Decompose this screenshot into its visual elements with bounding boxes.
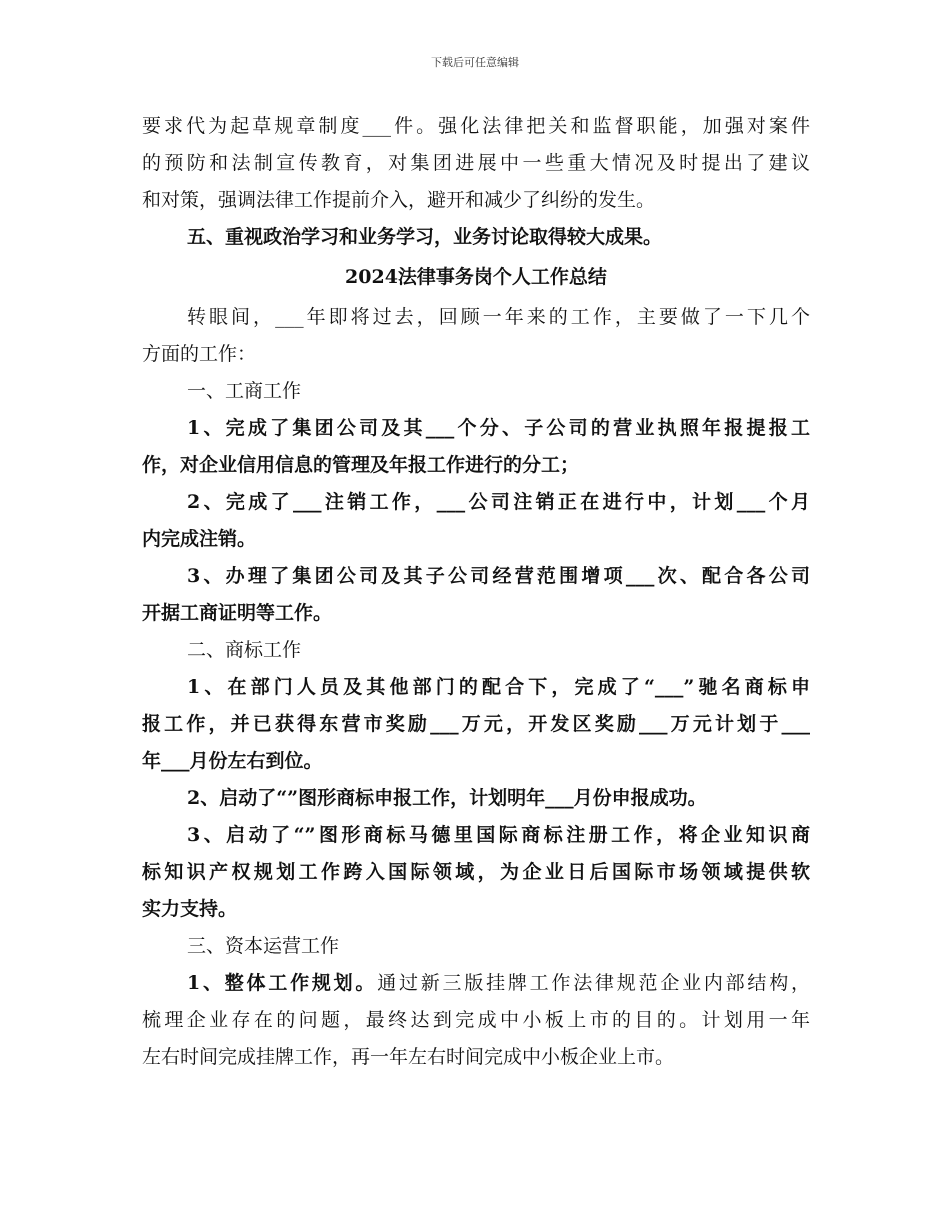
paragraph-line: 3、办理了集团公司及其子公司经营范围增项___次、配合各公司	[187, 565, 810, 587]
paragraph-line: 梳理企业存在的问题，最终达到完成中小板上市的目的。计划用一年	[142, 1009, 810, 1031]
paragraph-line: 2、完成了___注销工作，___公司注销正在进行中，计划___个月	[187, 491, 810, 513]
paragraph-line: 左右时间完成挂牌工作，再一年左右时间完成中小板企业上市。	[142, 1046, 675, 1068]
paragraph-line: 作，对企业信用信息的管理及年报工作进行的分工；	[142, 454, 580, 476]
page-header-note: 下载后可任意编辑	[431, 56, 519, 69]
paragraph-line: 内完成注销。	[142, 528, 257, 550]
section-heading-two: 二、商标工作	[187, 639, 302, 661]
paragraph-line: 方面的工作：	[142, 343, 257, 365]
document-body	[142, 108, 810, 1076]
paragraph-line: 开据工商证明等工作。	[142, 602, 333, 624]
inline-heading: 1、整体工作规划。	[187, 972, 378, 994]
paragraph-line: 2、启动了“”图形商标申报工作，计划明年___月份申报成功。	[187, 787, 707, 809]
paragraph-line: 和对策，强调法律工作提前介入，避开和减少了纠纷的发生。	[142, 189, 656, 211]
paragraph-line: 标知识产权规划工作跨入国际领域，为企业日后国际市场领域提供软	[142, 861, 810, 883]
paragraph-line: 年___月份左右到位。	[142, 750, 323, 772]
section-heading-one: 一、工商工作	[187, 380, 302, 402]
inline-text: 通过新三版挂牌工作法律规范企业内部结构，	[377, 972, 810, 994]
paragraph-line: 要求代为起草规章制度___件。强化法律把关和监督职能，加强对案件	[142, 115, 810, 137]
paragraph-line: 1、在部门人员及其他部门的配合下，完成了“___”驰名商标申	[187, 676, 810, 698]
paragraph-line: 3、启动了“”图形商标马德里国际商标注册工作，将企业知识商	[187, 824, 810, 846]
section-heading-three: 三、资本运营工作	[187, 935, 340, 957]
paragraph-line: 实力支持。	[142, 898, 238, 920]
paragraph-line	[142, 965, 810, 1002]
document-title: 2024法律事务岗个人工作总结	[345, 266, 607, 288]
paragraph-line: 1、完成了集团公司及其___个分、子公司的营业执照年报提报工	[187, 417, 810, 439]
paragraph-line: 转眼间，___年即将过去，回顾一年来的工作，主要做了一下几个	[187, 306, 810, 328]
paragraph-line: 报工作，并已获得东营市奖励___万元，开发区奖励___万元计划于___	[142, 713, 810, 735]
section-heading-five: 五、重视政治学习和业务学习，业务讨论取得较大成果。	[187, 226, 663, 248]
paragraph-line: 的预防和法制宣传教育，对集团进展中一些重大情况及时提出了建议	[142, 152, 810, 174]
